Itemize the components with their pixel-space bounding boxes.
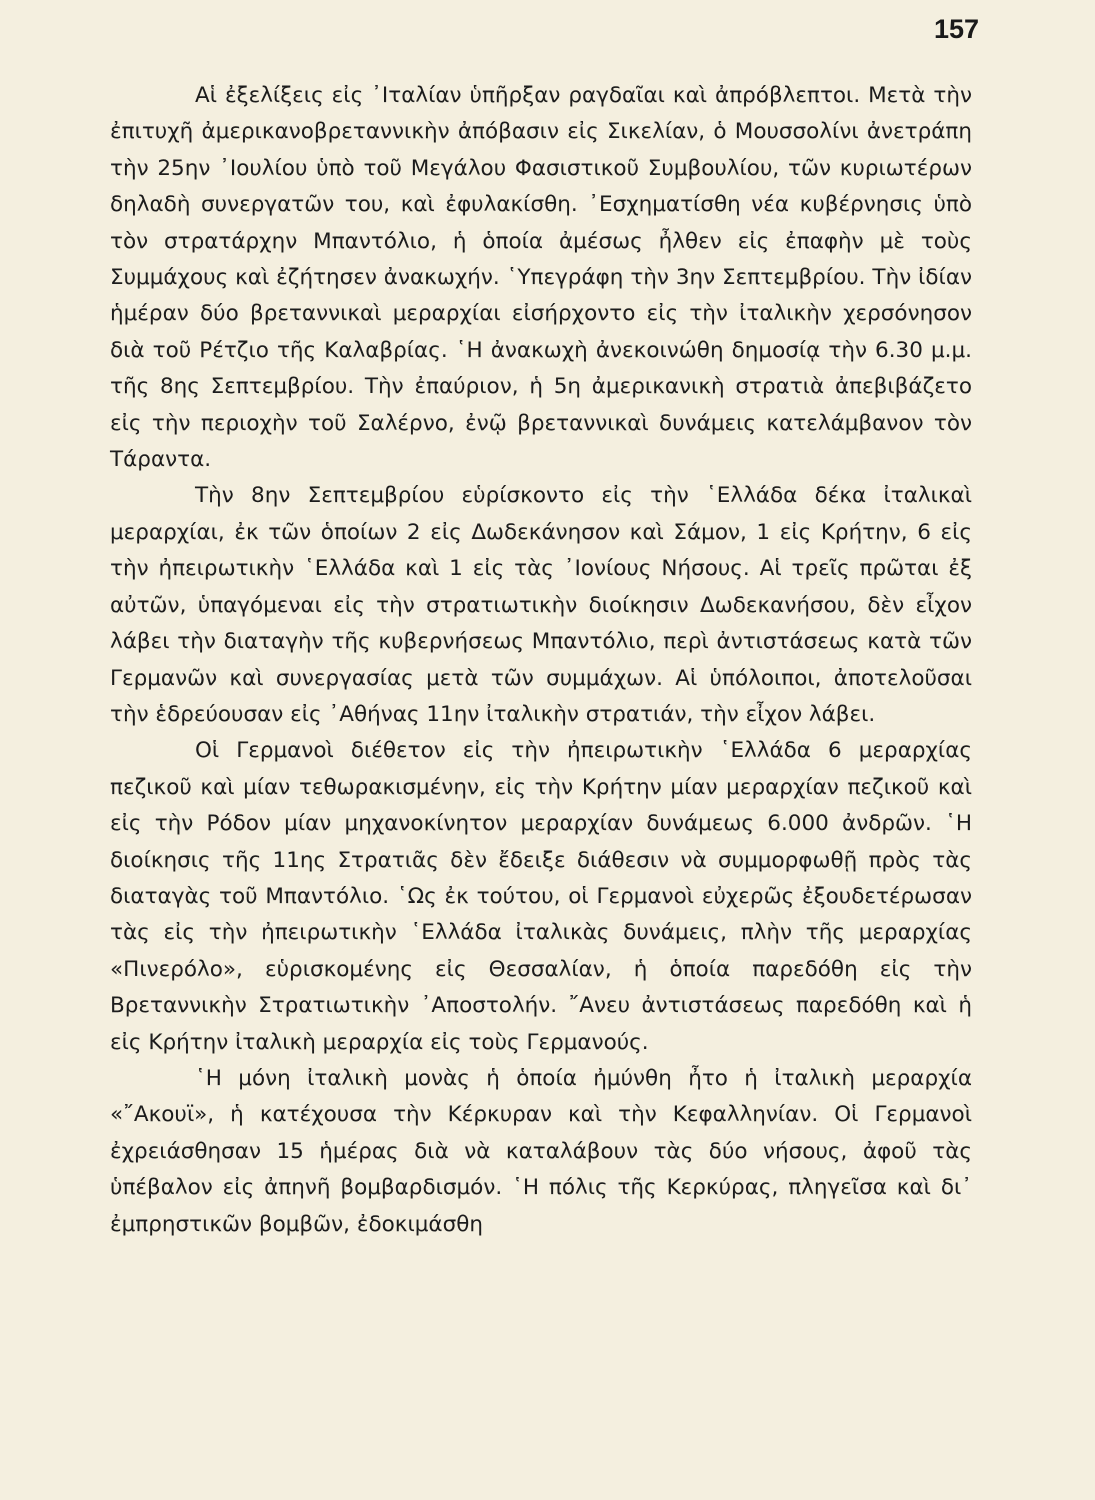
paragraph-italy-developments: Αἱ ἐξελίξεις εἰς ᾿Ιταλίαν ὑπῆρξαν ραγδαῖαι καὶ ἀπρόβλεπτοι. Μετὰ τὴν ἐπιτυχῆ ἀμερικανοβρεταννικὴν ἀπόβασιν εἰς Σικελίαν, ὁ Μουσσολίνι ἀνετράπη τὴν 25ην ᾿Ιουλίου ὑπὸ τοῦ Μεγάλου Φασιστικοῦ Συμβουλίου, τῶν κυριωτέρων δηλαδὴ συνεργατῶν του, καὶ ἐφυλακίσθη. ᾿Εσχηματίσθη νέα κυβέρνησις ὑπὸ τὸν στρατάρχην Μπαντόλιο, ἡ ὁποία ἀμέσως ἦλθεν εἰς ἐπαφὴν μὲ τοὺς Συμμάχους καὶ ἐζήτησεν ἀνακωχήν. ῾Υπεγράφη τὴν 3ην Σεπτεμβρίου. Τὴν ἰδίαν ἡμέραν δύο βρεταννικαὶ μεραρχίαι εἰσήρχοντο εἰς τὴν ἰταλικὴν χερσόνησον διὰ τοῦ Ρέτζιο τῆς Καλαβρίας. ῾Η ἀνακωχὴ ἀνεκοινώθη δημοσίᾳ τὴν 6.30 μ.μ. τῆς 8ης Σεπτεμβρίου. Τὴν ἐπαύριον, ἡ 5η ἀμερικανικὴ στρατιὰ ἀπεβιβάζετο εἰς τὴν περιοχὴν τοῦ Σαλέρνο, ἐνῷ βρεταννικαὶ δυνάμεις κατελάμβανον τὸν Τάραντα.	[110, 83, 972, 473]
body-text	[110, 78, 972, 1243]
page-number: 157	[933, 14, 979, 44]
paragraph-german-forces: Οἱ Γερμανοὶ διέθετον εἰς τὴν ἠπειρωτικὴν ῾Ελλάδα 6 μεραρχίας πεζικοῦ καὶ μίαν τεθωρακισμένην, εἰς τὴν Κρήτην μίαν μεραρχίαν πεζικοῦ καὶ εἰς τὴν Ρόδον μίαν μηχανοκίνητον μεραρχίαν δυνάμεως 6.000 ἀνδρῶν. ῾Η διοίκησις τῆς 11ης Στρατιᾶς δὲν ἔδειξε διάθεσιν νὰ συμμορφωθῇ πρὸς τὰς διαταγὰς τοῦ Μπαντόλιο. ῾Ως ἐκ τούτου, οἱ Γερμανοὶ εὐχερῶς ἐξουδετέρωσαν τὰς εἰς τὴν ἠπειρωτικὴν ῾Ελλάδα ἰταλικὰς δυνάμεις, πλὴν τῆς μεραρχίας «Πινερόλο», εὑρισκομένης εἰς Θεσσαλίαν, ἡ ὁποία παρεδόθη εἰς τὴν Βρεταννικὴν Στρατιωτικὴν ᾿Αποστολήν. ῎Ανευ ἀντιστάσεως παρεδόθη καὶ ἡ εἰς Κρήτην ἰταλικὴ μεραρχία εἰς τοὺς Γερμανούς.	[110, 738, 972, 1055]
paragraph-italian-divisions-greece: Τὴν 8ην Σεπτεμβρίου εὑρίσκοντο εἰς τὴν ῾Ελλάδα δέκα ἰταλικαὶ μεραρχίαι, ἐκ τῶν ὁποίων 2 εἰς Δωδεκάνησον καὶ Σάμον, 1 εἰς Κρήτην, 6 εἰς τὴν ἠπειρωτικὴν ῾Ελλάδα καὶ 1 εἰς τὰς ᾿Ιονίους Νήσους. Αἱ τρεῖς πρῶται ἐξ αὐτῶν, ὑπαγόμεναι εἰς τὴν στρατιωτικὴν διοίκησιν Δωδεκανήσου, δὲν εἶχον λάβει τὴν διαταγὴν τῆς κυβερνήσεως Μπαντόλιο, περὶ ἀντιστάσεως κατὰ τῶν Γερμανῶν καὶ συνεργασίας μετὰ τῶν συμμάχων. Αἱ ὑπόλοιποι, ἀποτελοῦσαι τὴν ἑδρεύουσαν εἰς ᾿Αθήνας 11ην ἰταλικὴν στρατιάν, τὴν εἶχον λάβει.	[110, 483, 972, 727]
paragraph-acqui-division: ῾Η μόνη ἰταλικὴ μονὰς ἡ ὁποία ἠμύνθη ἦτο ἡ ἰταλικὴ μεραρχία «῎Ακουϊ», ἡ κατέχουσα τὴν Κέρκυραν καὶ τὴν Κεφαλληνίαν. Οἱ Γερμανοὶ ἐχρειάσθησαν 15 ἡμέρας διὰ νὰ καταλάβουν τὰς δύο νήσους, ἀφοῦ τὰς ὑπέβαλον εἰς ἀπηνῆ βομβαρδισμόν. ῾Η πόλις τῆς Κερκύρας, πληγεῖσα καὶ δι᾿ ἐμπρηστικῶν βομβῶν, ἐδοκιμάσθη	[110, 1065, 972, 1237]
